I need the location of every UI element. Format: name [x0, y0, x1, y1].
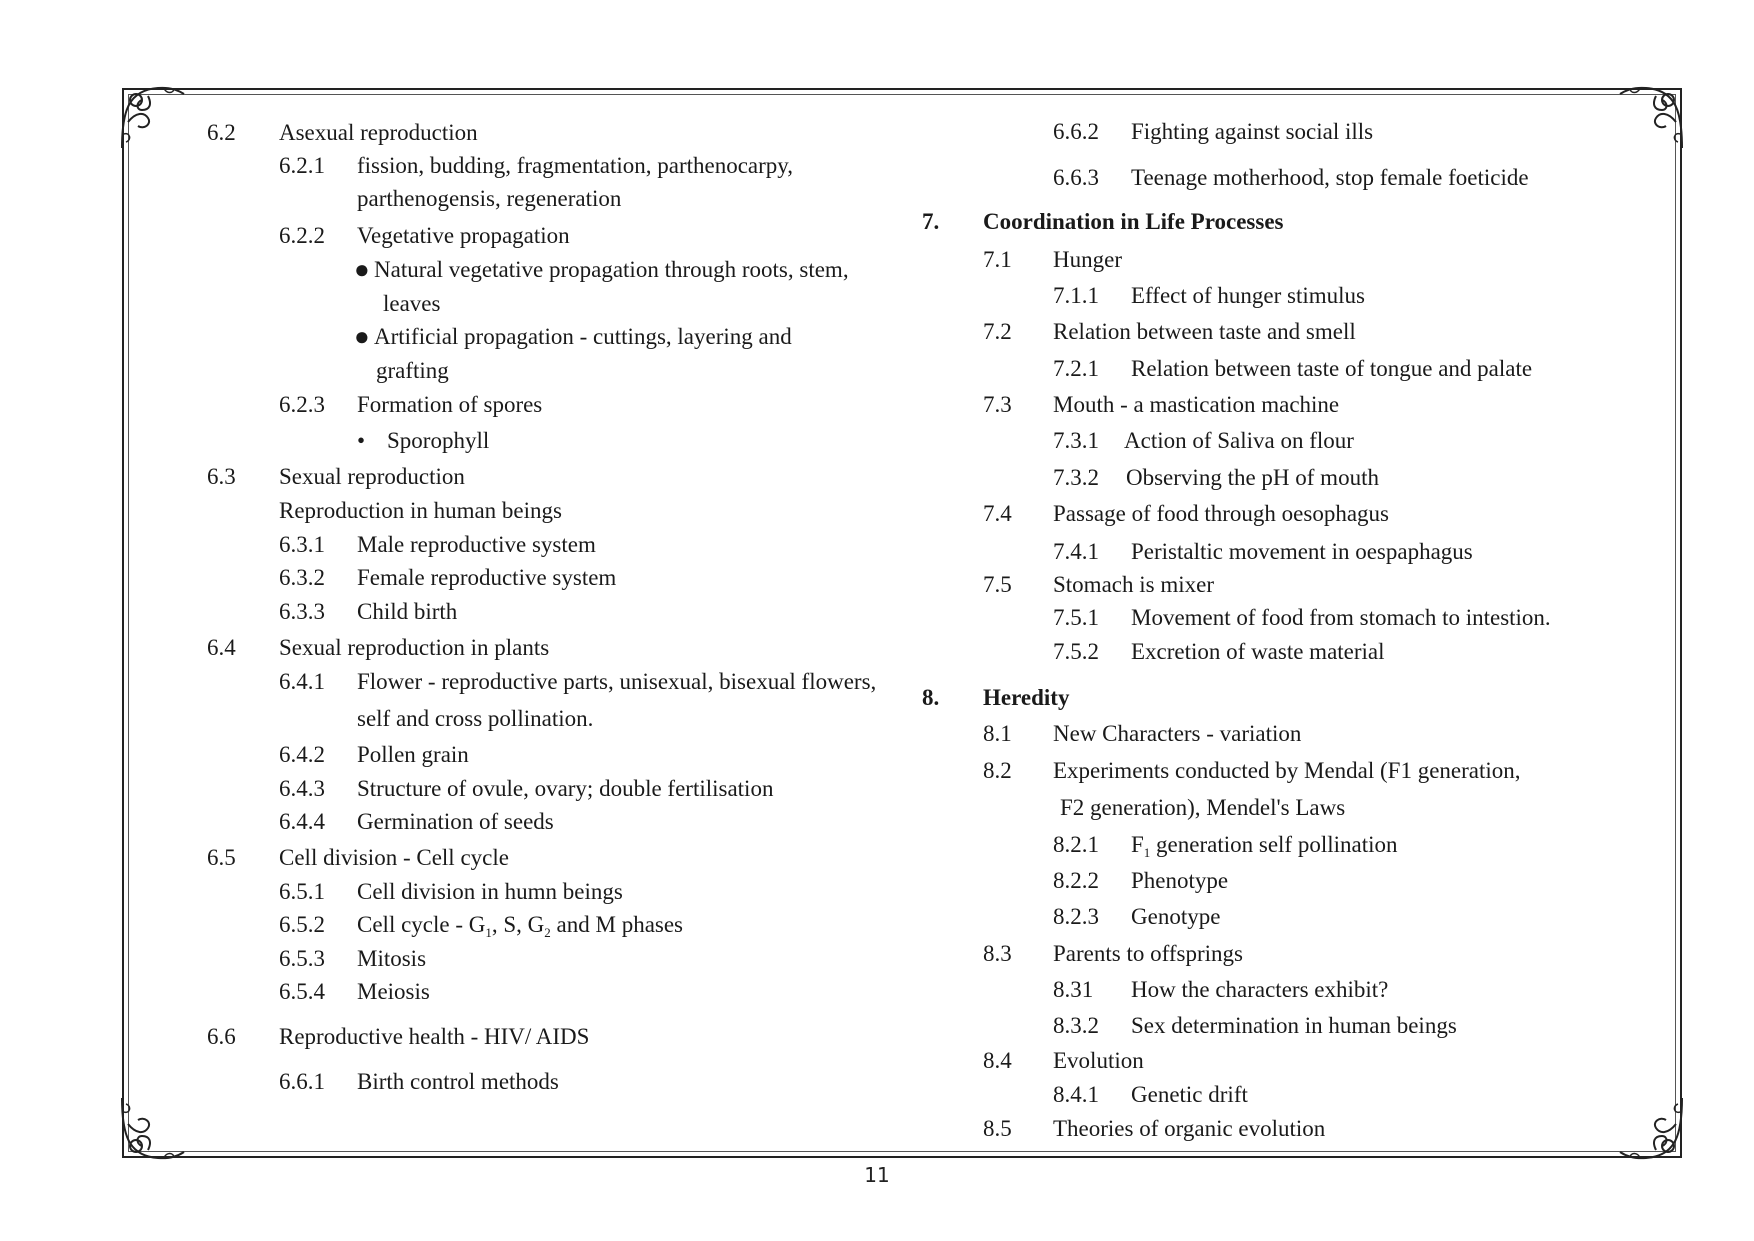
subsection-number: 6.4.1	[279, 669, 325, 694]
section-number: 7.3	[983, 392, 1012, 417]
section-number: 7.2	[983, 319, 1012, 344]
subsection-title: Peristaltic movement in oespaphagus	[1131, 539, 1473, 564]
subsection-number: 6.5.3	[279, 946, 325, 971]
ornament-corner-icon	[118, 82, 188, 152]
subsection-title: Structure of ovule, ovary; double fertilisation	[357, 776, 774, 801]
subsection-number: 6.4.2	[279, 742, 325, 767]
subsection-title: Pollen grain	[357, 742, 469, 767]
bullet-text-cont: leaves	[383, 291, 441, 316]
subsection-number: 8.2.2	[1053, 868, 1099, 893]
subsection-number: 6.6.1	[279, 1069, 325, 1094]
section-number: 8.1	[983, 721, 1012, 746]
subsection-title: Vegetative propagation	[357, 223, 570, 248]
section-title: Evolution	[1053, 1048, 1144, 1073]
chapter-number: 7.	[922, 209, 940, 234]
subsection-title: Cell cycle - $G_1$, S, $G_2$ and M phases	[357, 912, 684, 940]
bullet-icon: ●	[354, 322, 370, 351]
subsection-number: 8.2.1	[1053, 832, 1099, 857]
ornament-corner-icon	[1616, 1094, 1686, 1164]
subsection-number: 6.4.3	[279, 776, 325, 801]
section-title: Reproductive health - HIV/ AIDS	[279, 1024, 590, 1049]
section-title: Passage of food through oesophagus	[1053, 501, 1390, 526]
section-title-cont: F2 generation), Mendel's Laws	[1060, 795, 1346, 820]
section-number: 6.3	[207, 464, 236, 489]
subsection-title: Formation of spores	[357, 392, 543, 417]
section-number: 8.5	[983, 1116, 1012, 1141]
subsection-title: Observing the pH of mouth	[1126, 465, 1379, 490]
subsection-number: 7.5.1	[1053, 605, 1099, 630]
section-number: 6.4	[207, 635, 236, 660]
subsection-title: Movement of food from stomach to intestion.	[1131, 605, 1551, 630]
section-title: Cell division - Cell cycle	[279, 845, 509, 870]
subsection-title: Female reproductive system	[357, 565, 617, 590]
section-title: Hunger	[1053, 247, 1122, 272]
subsection-title: Teenage motherhood, stop female foeticide	[1131, 165, 1529, 190]
bullet-icon: ●	[354, 255, 370, 284]
section-title: Mouth - a mastication machine	[1053, 392, 1340, 417]
subsection-number: 6.6.2	[1053, 119, 1099, 144]
bullet-text-cont: grafting	[376, 358, 449, 383]
subsection-title: Fighting against social ills	[1131, 119, 1374, 144]
section-number: 6.5	[207, 845, 236, 870]
subsection-title: Flower - reproductive parts, unisexual, bisexual flowers,	[357, 669, 877, 694]
subsection-number: 6.3.3	[279, 599, 325, 624]
subsection-number: 6.4.4	[279, 809, 325, 834]
section-number: 8.3	[983, 941, 1012, 966]
ornament-corner-icon	[1616, 82, 1686, 152]
subsection-title: Effect of hunger stimulus	[1131, 283, 1365, 308]
subsection-title: Mitosis	[357, 946, 427, 971]
section-number: 6.6	[207, 1024, 236, 1049]
subsection-number: 7.4.1	[1053, 539, 1099, 564]
subsection-title: Relation between taste of tongue and palate	[1131, 356, 1533, 381]
subsection-number: 8.2.3	[1053, 904, 1099, 929]
subsection-number: 7.2.1	[1053, 356, 1099, 381]
ornament-corner-icon	[118, 1094, 188, 1164]
subsection-title: $F_1$ generation self pollination	[1131, 832, 1398, 860]
subsection-number: 7.3.2	[1053, 465, 1099, 490]
subsection-title: How the characters exhibit?	[1131, 977, 1389, 1002]
subsection-title-cont: parthenogensis, regeneration	[357, 186, 622, 211]
chapter-title: Heredity	[983, 685, 1070, 710]
section-title: Theories of organic evolution	[1053, 1116, 1326, 1141]
subsection-number: 6.3.1	[279, 532, 325, 557]
subsection-number: 6.2.1	[279, 153, 325, 178]
subsection-number: 8.3.2	[1053, 1013, 1099, 1038]
subsection-number: 6.5.1	[279, 879, 325, 904]
subsection-number: 8.31	[1053, 977, 1094, 1002]
subsection-number: 6.6.3	[1053, 165, 1099, 190]
subsection-title: Genetic drift	[1131, 1082, 1248, 1107]
subsection-number: 6.2.3	[279, 392, 325, 417]
subsection-number: 6.5.2	[279, 912, 325, 937]
bullet-text: Sporophyll	[387, 428, 490, 453]
subsection-number: 7.3.1	[1053, 428, 1099, 453]
section-number: 7.1	[983, 247, 1012, 272]
section-number: 7.5	[983, 572, 1012, 597]
subsection-number: 8.4.1	[1053, 1082, 1099, 1107]
subsection-number: 7.5.2	[1053, 639, 1099, 664]
subsection-title: Phenotype	[1131, 868, 1229, 893]
section-subtitle: Reproduction in human beings	[279, 498, 562, 523]
subsection-title-cont: self and cross pollination.	[357, 706, 594, 731]
subsection-title: Germination of seeds	[357, 809, 554, 834]
subsection-number: 6.5.4	[279, 979, 325, 1004]
section-title: Asexual reproduction	[279, 120, 478, 145]
subsection-title: Birth control methods	[357, 1069, 559, 1094]
subsection-title: Male reproductive system	[357, 532, 596, 557]
page-number: 11	[864, 1163, 890, 1187]
chapter-number: 8.	[922, 685, 940, 710]
bullet-text: Natural vegetative propagation through roots, stem,	[374, 257, 849, 282]
subsection-title: Sex determination in human beings	[1131, 1013, 1457, 1038]
small-bullet-icon: •	[357, 428, 366, 453]
subsection-title: Meiosis	[357, 979, 430, 1004]
subsection-title: Cell division in humn beings	[357, 879, 623, 904]
subsection-number: 7.1.1	[1053, 283, 1099, 308]
section-number: 7.4	[983, 501, 1012, 526]
subsection-title: Genotype	[1131, 904, 1221, 929]
section-title: New Characters - variation	[1053, 721, 1302, 746]
section-title: Parents to offsprings	[1053, 941, 1243, 966]
subsection-title: Action of Saliva on flour	[1124, 428, 1354, 453]
section-number: 6.2	[207, 120, 236, 145]
subsection-number: 6.2.2	[279, 223, 325, 248]
section-number: 8.4	[983, 1048, 1012, 1073]
bullet-text: Artificial propagation - cuttings, layering and	[374, 324, 792, 349]
section-number: 8.2	[983, 758, 1012, 783]
section-title: Sexual reproduction in plants	[279, 635, 550, 660]
subsection-title: fission, budding, fragmentation, parthenocarpy,	[357, 153, 794, 178]
subsection-number: 6.3.2	[279, 565, 325, 590]
section-title: Sexual reproduction	[279, 464, 465, 489]
section-title: Stomach is mixer	[1053, 572, 1214, 597]
chapter-title: Coordination in Life Processes	[983, 209, 1284, 234]
section-title: Relation between taste and smell	[1053, 319, 1356, 344]
subsection-title: Excretion of waste material	[1131, 639, 1385, 664]
subsection-title: Child birth	[357, 599, 458, 624]
section-title: Experiments conducted by Mendal (F1 generation,	[1053, 758, 1521, 783]
